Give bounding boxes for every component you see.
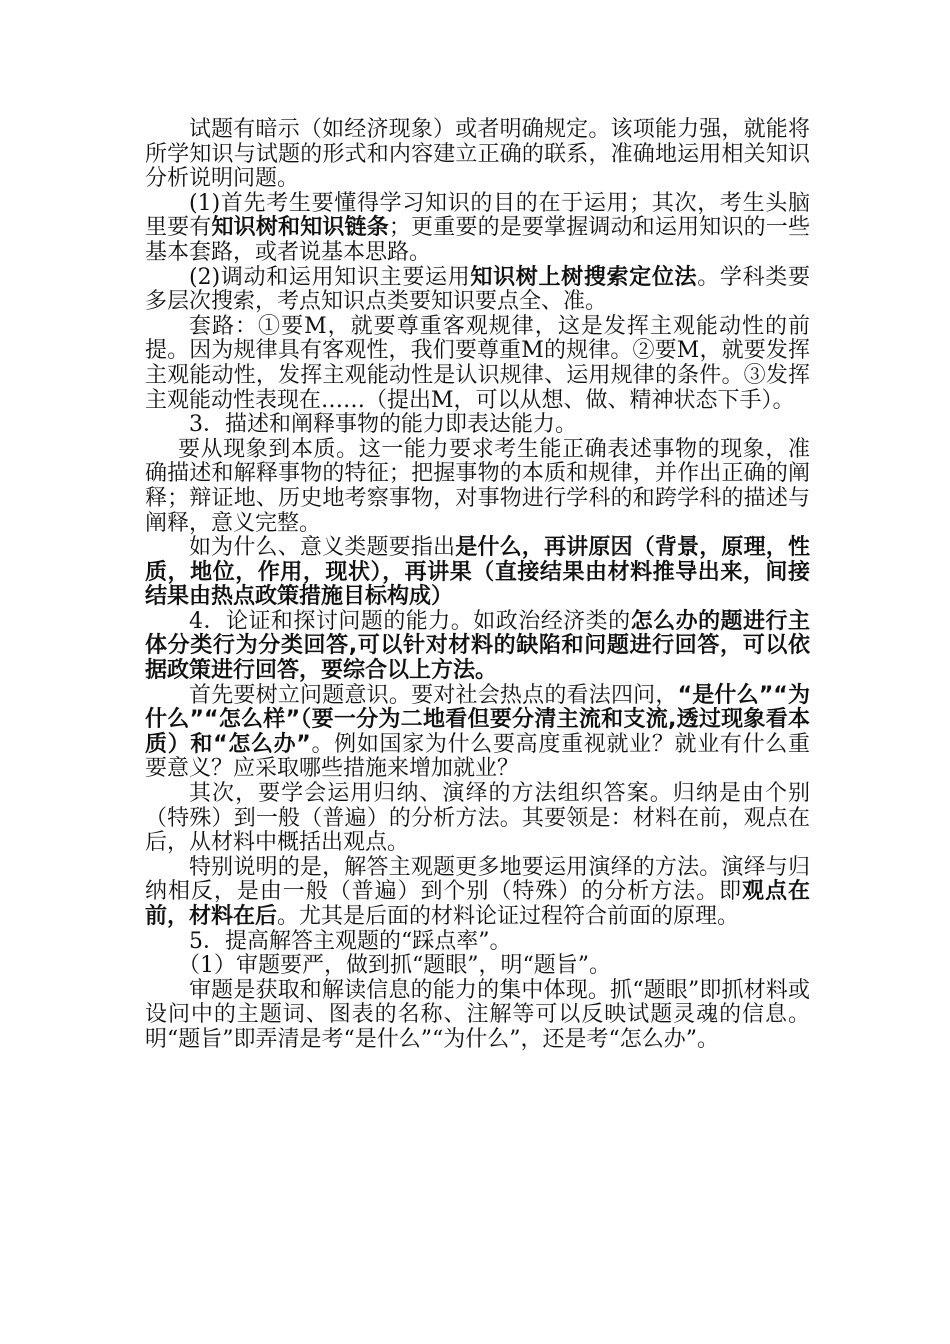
text-run: 特别说明的是，解答主观题更多地要运用演绎的方法。演绎与归纳相反，是由一般（普遍）到个别（特殊）的分析方法。即 bbox=[145, 854, 810, 905]
section-heading-5: 5．提高解答主观题的“踩点率”。 bbox=[189, 928, 512, 954]
paragraph-search-method bbox=[145, 266, 810, 315]
paragraph-why-questions bbox=[145, 536, 810, 610]
paragraph-phenomenon-essence: 要从现象到本质。这一能力要求考生能正确表述事物的现象，准确描述和解释事物的特征；把握事物的本质和规律，并作出正确的阐释；辩证地、历史地考察事物，对事物进行学科的和跨学科的描述与阐释，意义完整。 bbox=[145, 436, 810, 536]
text-run: 4．论证和探讨问题的能力。如政治经济类的 bbox=[189, 608, 631, 634]
text-run: ；更重要的是要掌握调动和运用知识的一些基本套路，或者说基本思路。 bbox=[145, 215, 810, 265]
paragraph-ability-intro: 试题有暗示（如经济现象）或者明确规定。该项能力强，就能将所学知识与试题的形式和内容建立正确的联系，准确地运用相关知识分析说明问题。 bbox=[145, 117, 810, 192]
text-run: 如为什么、意义类题要指出 bbox=[189, 535, 456, 561]
text-run: 首先要树立问题意识。要对社会热点的看法四问， bbox=[189, 682, 678, 708]
subheading-review: （1）审题要严，做到抓“题眼”，明“题旨”。 bbox=[178, 953, 611, 979]
text-run: 。尤其是后面的材料论证过程符合前面的原理。 bbox=[277, 904, 740, 929]
paragraph-problem-awareness bbox=[145, 684, 810, 782]
bold-text-run: 观点在前，材料在后 bbox=[145, 879, 810, 929]
text-run: (1)首先考生要懂得学习知识的目的在于运用；其次，考生头脑里要有 bbox=[145, 190, 810, 241]
bold-text-run: “是什么”“为什么”“怎么样”（要一分为二地看但要分清主流和支流,透过现象看本质）和“怎么办” bbox=[145, 682, 810, 757]
paragraph-knowledge-tree bbox=[145, 192, 810, 266]
section-heading-3: 3．描述和阐释事物的能力即表达能力。 bbox=[189, 412, 577, 438]
section-heading-4 bbox=[145, 610, 810, 684]
text-run: 。学科类要多层次搜索，考点知识点类要知识要点全、准。 bbox=[145, 264, 810, 315]
text-run: 。例如国家为什么要高度重视就业？就业有什么重要意义？应采取哪些措施来增加就业？ bbox=[145, 731, 810, 782]
bold-text-run: 怎么办的题进行主体分类行为分类回答,可以针对材料的缺陷和问题进行回答，可以依据政策进行回答，要综合以上方法。 bbox=[145, 608, 810, 684]
bold-text-run: 是什么，再讲原因（背景，原理，性质，地位，作用，现状），再讲果（直接结果由材料推导出来，间接结果由热点政策措施目标构成） bbox=[145, 535, 810, 610]
bold-text-run: 知识树和知识链条 bbox=[211, 215, 389, 241]
paragraph-induction: 其次，要学会运用归纳、演绎的方法组织答案。归纳是由个别（特殊）到一般（普遍）的分析方法。其要领是：材料在前，观点在后，从材料中概括出观点。 bbox=[145, 781, 810, 856]
paragraph-deduction bbox=[145, 856, 810, 930]
paragraph-question-eye: 审题是获取和解读信息的能力的集中体现。抓“题眼”即抓材料或设问中的主题词、图表的名称、注解等可以反映试题灵魂的信息。明“题旨”即弄清是考“是什么”“为什么”，还是考“怎么办”。 bbox=[145, 977, 810, 1052]
document-page bbox=[145, 118, 810, 1053]
text-run: (2)调动和运用知识主要运用 bbox=[189, 264, 471, 290]
paragraph-routine: 套路：①要M，就要尊重客观规律，这是发挥主观能动性的前提。因为规律具有客观性，我们要尊重M的规律。②要M，就要发挥主观能动性，发挥主观能动性是认识规律、运用规律的条件。③发挥主观能动性表现在……（提出M，可以从想、做、精神状态下手）。 bbox=[145, 313, 810, 413]
bold-text-run: 知识树上树搜索定位法 bbox=[470, 264, 698, 290]
